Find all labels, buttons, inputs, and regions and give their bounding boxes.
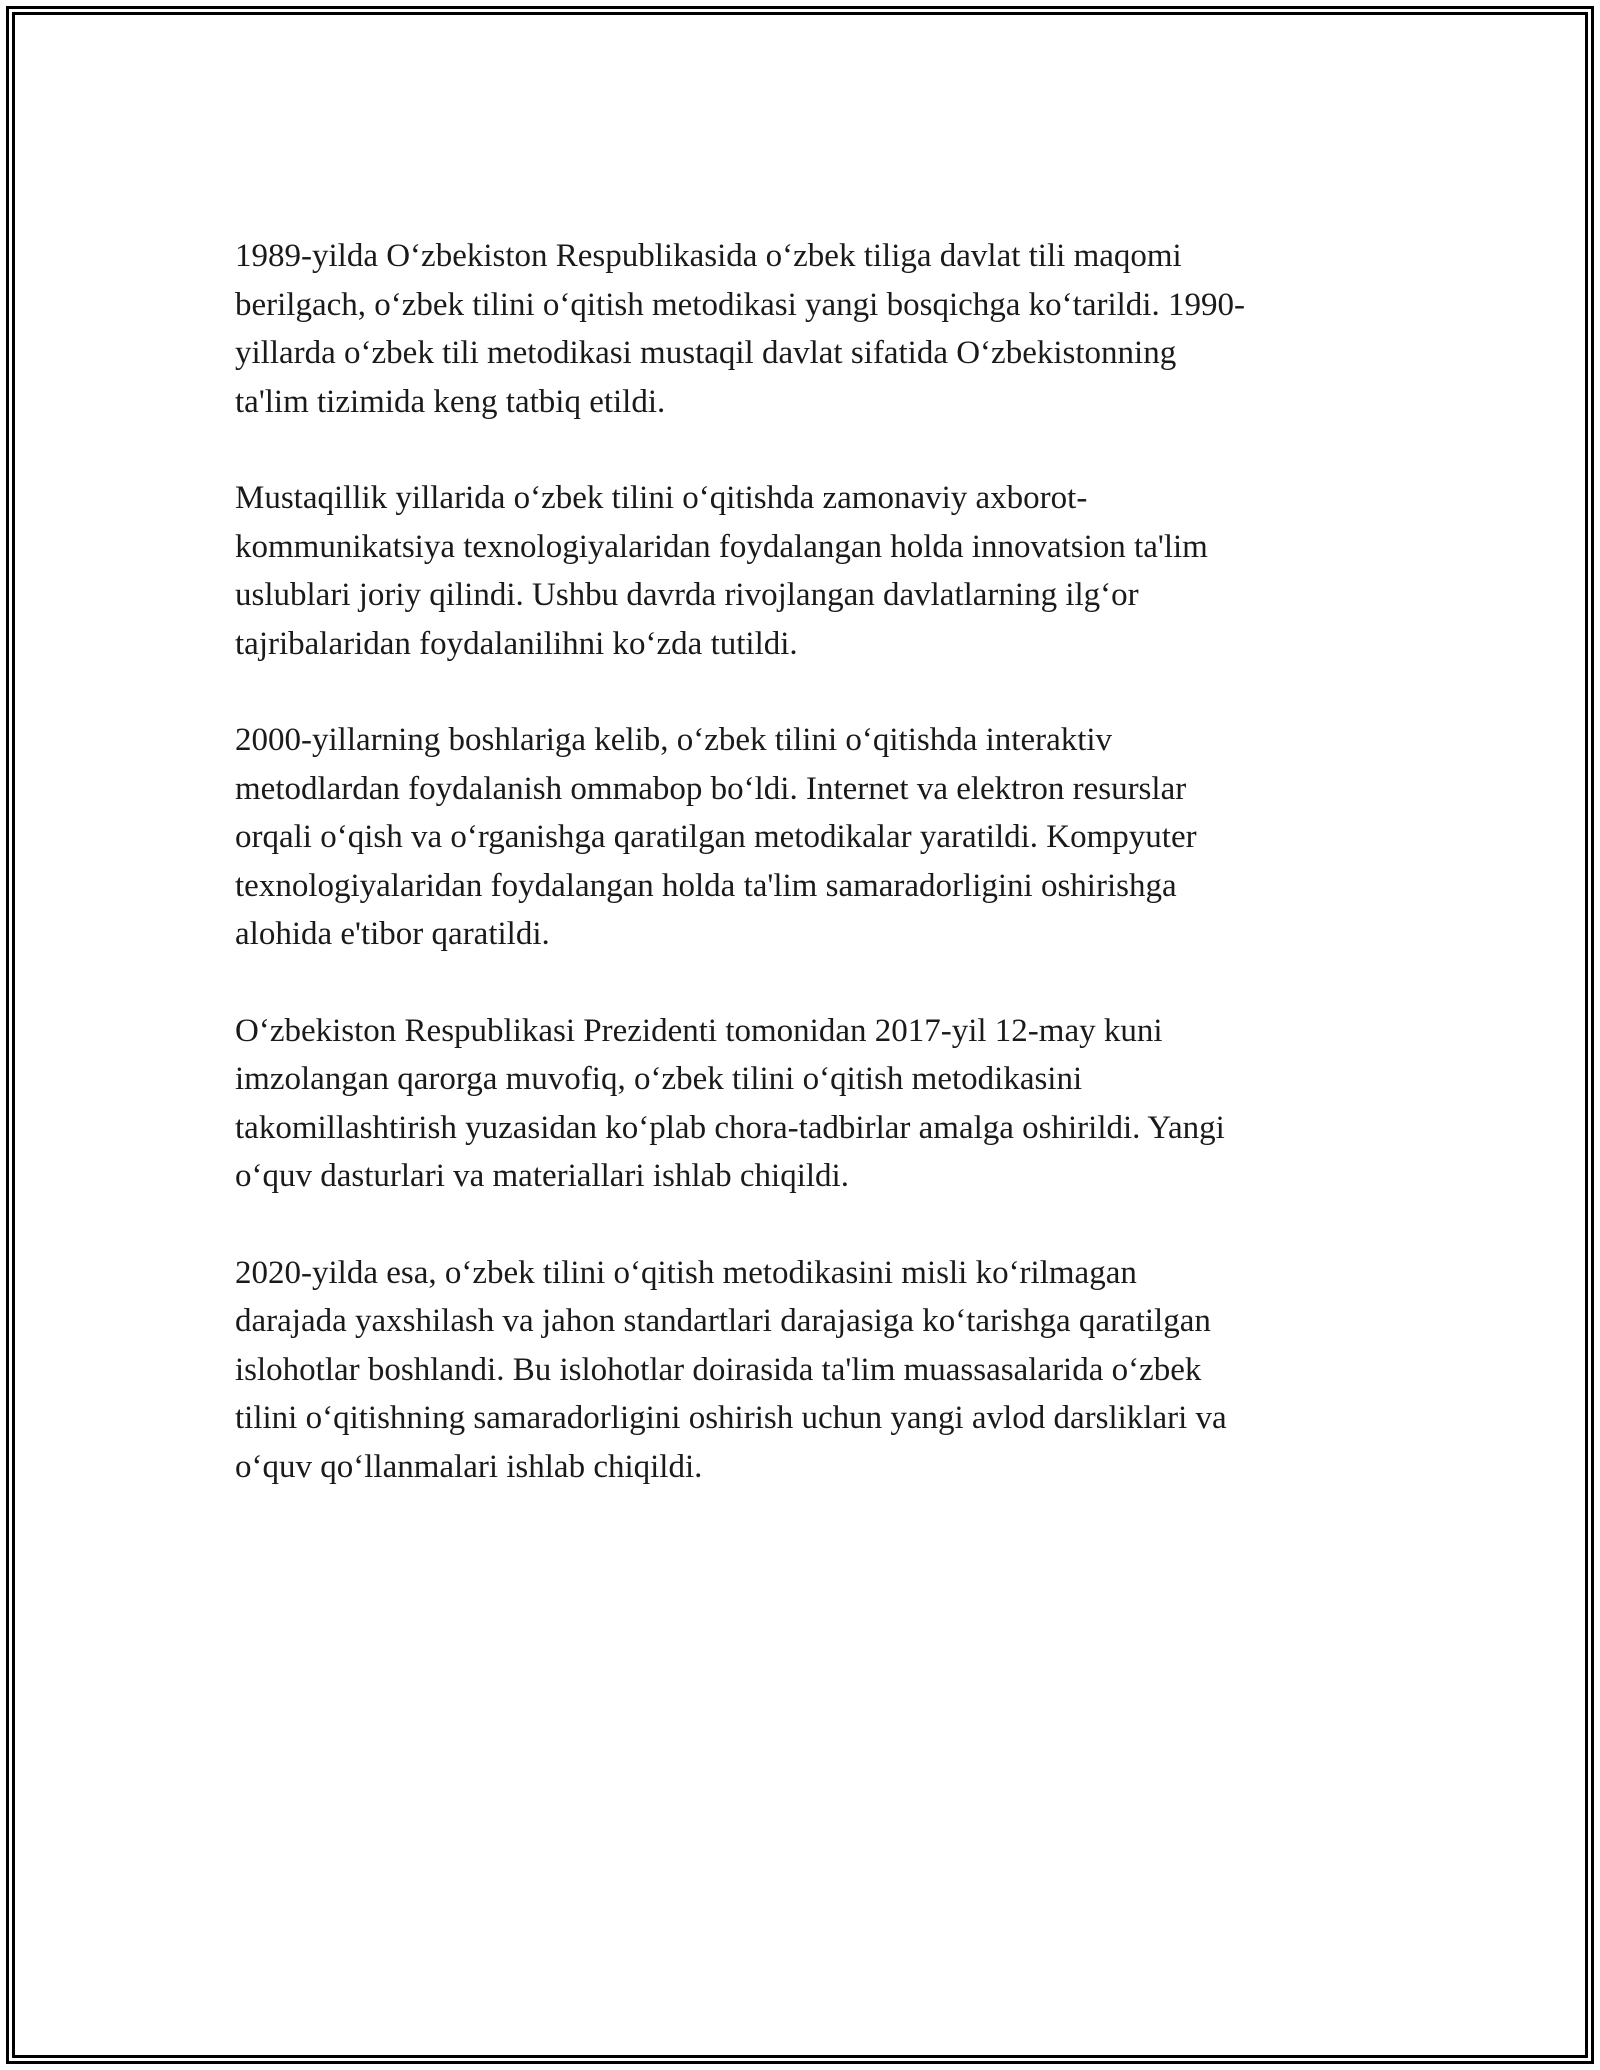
paragraph-line: Mustaqillik yillarida o‘zbek tilini o‘qitishda zamonaviy axborot- <box>235 480 1088 516</box>
paragraph-2 <box>235 474 1365 668</box>
paragraph-line: tajribalaridan foydalanilihni ko‘zda tutildi. <box>235 625 798 662</box>
paragraph-line: berilgach, o‘zbek tilini o‘qitish metodikasi yangi bosqichga ko‘tarildi. 1990- <box>235 286 1245 323</box>
paragraph-line: yillarda o‘zbek tili metodikasi mustaqil davlat sifatida O‘zbekistonning <box>235 335 1177 371</box>
paragraph-line: o‘quv qo‘llanmalari ishlab chiqildi. <box>235 1448 703 1485</box>
paragraph-line: imzolangan qarorga muvofiq, o‘zbek tilini o‘qitish metodikasini <box>235 1061 1083 1097</box>
paragraph-line: metodlardan foydalanish ommabop bo‘ldi. Internet va elektron resurslar <box>235 770 1187 807</box>
paragraph-5 <box>235 1249 1365 1492</box>
paragraph-line: O‘zbekiston Respublikasi Prezidenti tomonidan 2017-yil 12-may kuni <box>235 1012 1163 1049</box>
document-body <box>235 232 1365 1539</box>
paragraph-line: o‘quv dasturlari va materiallari ishlab chiqildi. <box>235 1158 849 1194</box>
paragraph-line: texnologiyalaridan foydalangan holda ta'lim samaradorligini oshirishga <box>235 867 1177 904</box>
paragraph-line: 2000-yillarning boshlariga kelib, o‘zbek tilini o‘qitishda interaktiv <box>235 722 1113 758</box>
paragraph-line: tilini o‘qitishning samaradorligini oshirish uchun yangi avlod darsliklari va <box>235 1400 1227 1436</box>
paragraph-4 <box>235 1007 1365 1201</box>
paragraph-line: darajada yaxshilash va jahon standartlari darajasiga ko‘tarishga qaratilgan <box>235 1303 1211 1339</box>
paragraph-line: takomillashtirish yuzasidan ko‘plab chora-tadbirlar amalga oshirildi. Yangi <box>235 1109 1225 1146</box>
paragraph-line: uslublari joriy qilindi. Ushbu davrda rivojlangan davlatlarning ilg‘or <box>235 577 1139 613</box>
paragraph-line: orqali o‘qish va o‘rganishga qaratilgan metodikalar yaratildi. Kompyuter <box>235 819 1197 855</box>
paragraph-line: 1989-yilda O‘zbekiston Respublikasida o‘zbek tiliga davlat tili maqomi <box>235 238 1182 274</box>
paragraph-line: kommunikatsiya texnologiyalaridan foydalangan holda innovatsion ta'lim <box>235 528 1208 565</box>
paragraph-line: islohotlar boshlandi. Bu islohotlar doirasida ta'lim muassasalarida o‘zbek <box>235 1351 1202 1388</box>
paragraph-1 <box>235 232 1365 426</box>
paragraph-line: alohida e'tibor qaratildi. <box>235 916 550 952</box>
paragraph-line: ta'lim tizimida keng tatbiq etildi. <box>235 383 666 420</box>
paragraph-line: 2020-yilda esa, o‘zbek tilini o‘qitish metodikasini misli ko‘rilmagan <box>235 1254 1137 1291</box>
paragraph-3 <box>235 716 1365 959</box>
